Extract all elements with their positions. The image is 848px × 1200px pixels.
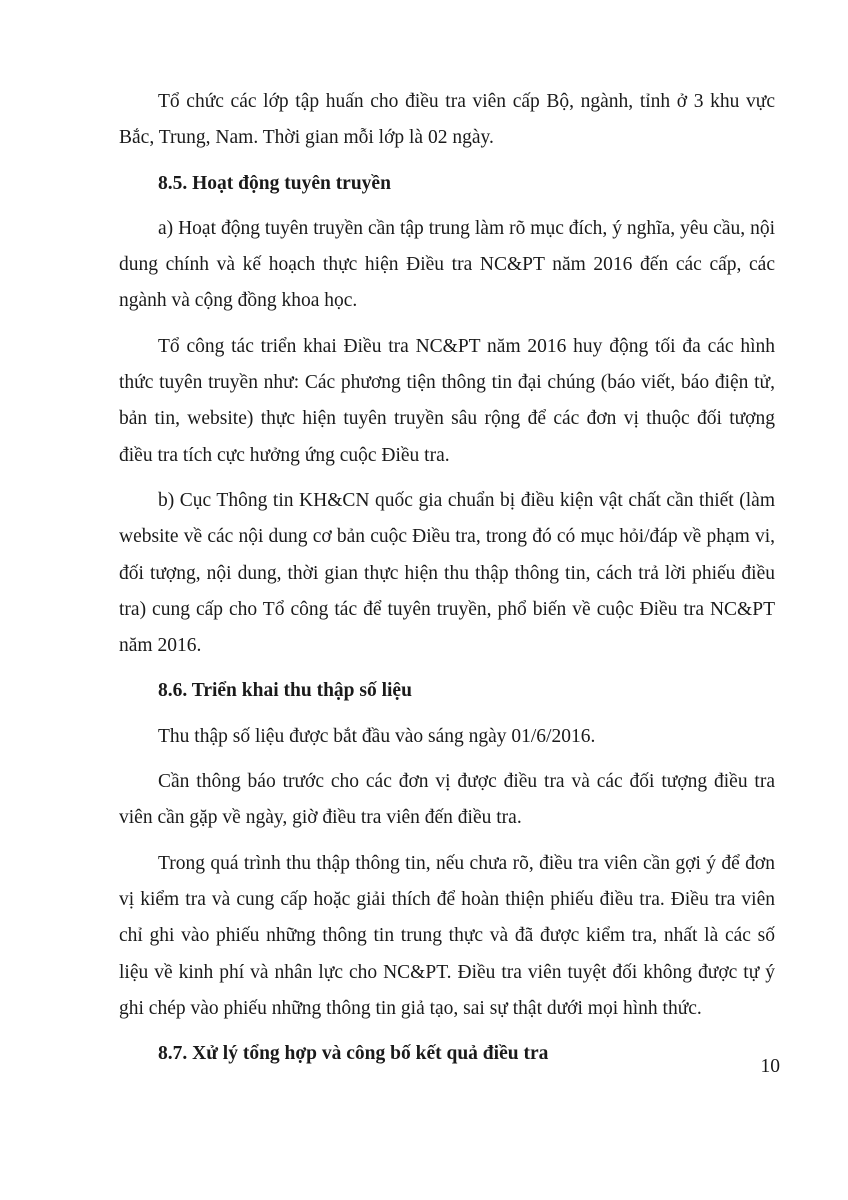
paragraph-propaganda-media: Tổ công tác triển khai Điều tra NC&PT năm 2016 huy động tối đa các hình thức tuyên truyền như: Các phương tiện thông tin đại chúng (báo viết, báo điện tử, bản tin, website) thực hiện tuyên truyền sâu rộng để các đơn vị thuộc đối tượng điều tra tích cực hưởng ứng cuộc Điều tra. (119, 335, 775, 466)
section-heading-8-7: 8.7. Xử lý tổng hợp và công bố kết quả điều tra (158, 1043, 549, 1065)
paragraph-start-date: Thu thập số liệu được bắt đầu vào sáng ngày 01/6/2016. (158, 725, 596, 747)
paragraph-propaganda-a: a) Hoạt động tuyên truyền cần tập trung làm rõ mục đích, ý nghĩa, yêu cầu, nội dung chính và kế hoạch thực hiện Điều tra NC&PT năm 2016 đến các cấp, các ngành và cộng đồng khoa học. (119, 217, 775, 312)
section-heading-8-5: 8.5. Hoạt động tuyên truyền (158, 172, 391, 194)
page-body (119, 84, 775, 1072)
paragraph-collection-process: Trong quá trình thu thập thông tin, nếu chưa rõ, điều tra viên cần gợi ý để đơn vị kiểm tra và cung cấp hoặc giải thích để hoàn thiện phiếu điều tra. Điều tra viên chỉ ghi vào phiếu những thông tin trung thực và đã được kiểm tra, nhất là các số liệu về kinh phí và nhân lực cho NC&PT. Điều tra viên tuyệt đối không được tự ý ghi chép vào phiếu những thông tin giả tạo, sai sự thật dưới mọi hình thức. (119, 852, 775, 1019)
paragraph-advance-notice: Cần thông báo trước cho các đơn vị được điều tra và các đối tượng điều tra viên cần gặp về ngày, giờ điều tra viên đến điều tra. (119, 771, 775, 829)
paragraph-propaganda-b: b) Cục Thông tin KH&CN quốc gia chuẩn bị điều kiện vật chất cần thiết (làm website về các nội dung cơ bản cuộc Điều tra, trong đó có mục hỏi/đáp về phạm vi, đối tượng, nội dung, thời gian thực hiện thu thập thông tin, cách trả lời phiếu điều tra) cung cấp cho Tổ công tác để tuyên truyền, phổ biến về cuộc Điều tra NC&PT năm 2016. (119, 489, 775, 657)
paragraph-training: Tổ chức các lớp tập huấn cho điều tra viên cấp Bộ, ngành, tỉnh ở 3 khu vực Bắc, Trung, Nam. Thời gian mỗi lớp là 02 ngày. (119, 91, 775, 149)
page-number: 10 (760, 1056, 780, 1077)
section-heading-8-6: 8.6. Triển khai thu thập số liệu (158, 680, 412, 702)
